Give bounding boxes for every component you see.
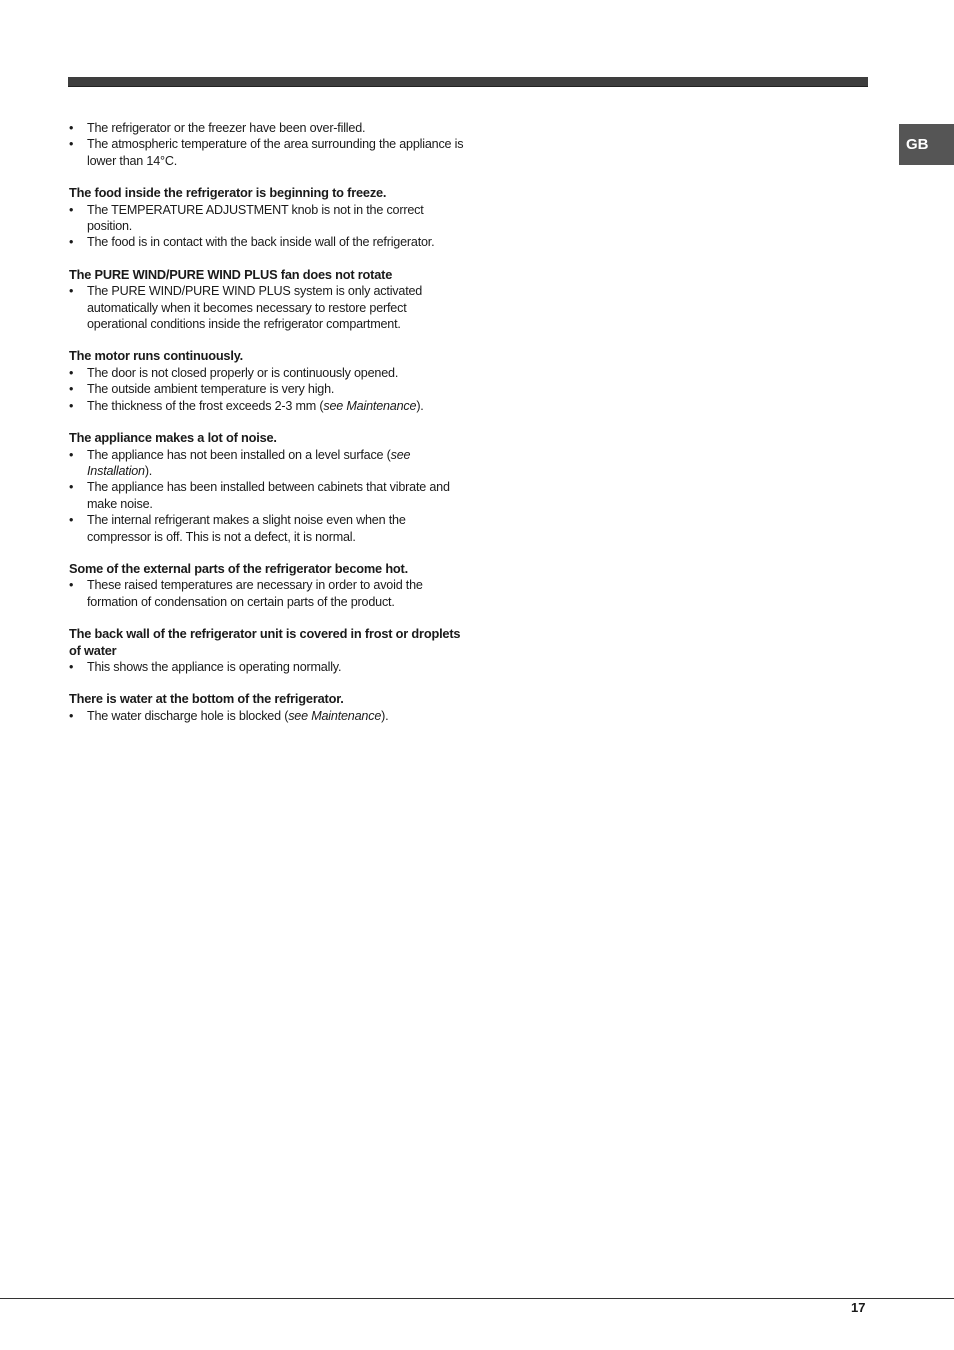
footer-rule	[0, 1298, 954, 1299]
section	[69, 626, 464, 675]
section-heading: The motor runs continuously.	[69, 348, 244, 364]
cross-reference: see Maintenance	[288, 708, 382, 723]
list-item	[69, 120, 464, 136]
section-heading: The food inside the refrigerator is beginning to freeze.	[69, 185, 387, 201]
item-text: The door is not closed properly or is continuously opened.	[87, 365, 399, 380]
section	[69, 430, 464, 545]
section-heading: The back wall of the refrigerator unit is covered in frost or droplets of water	[69, 626, 461, 658]
list-item	[69, 381, 464, 397]
section	[69, 267, 464, 333]
section-heading: The appliance makes a lot of noise.	[69, 430, 277, 446]
section	[69, 120, 464, 169]
section	[69, 348, 464, 414]
bullet-list	[69, 202, 464, 251]
bullet-list	[69, 708, 464, 724]
item-text: ).	[416, 398, 424, 413]
list-item	[69, 708, 464, 724]
list-item	[69, 512, 464, 545]
section	[69, 561, 464, 610]
item-text: ).	[144, 463, 153, 478]
page-number: 17	[851, 1300, 866, 1315]
list-item	[69, 659, 464, 675]
item-text: The internal refrigerant makes a slight noise even when the compressor is off. This is not a defect, it is normal.	[87, 513, 406, 544]
bullet-list	[69, 447, 464, 545]
item-text: The appliance has not been installed on a level surface (	[87, 447, 391, 462]
item-text: These raised temperatures are necessary in order to avoid the formation of condensation on certain parts of the product.	[87, 578, 423, 609]
section-heading: The PURE WIND/PURE WIND PLUS fan does not rotate	[69, 266, 393, 282]
language-tab: GB	[899, 124, 954, 165]
header-rule	[68, 77, 868, 87]
list-item	[69, 398, 464, 414]
section-heading: Some of the external parts of the refrigerator become hot.	[69, 560, 408, 576]
section-heading: There is water at the bottom of the refrigerator.	[69, 691, 344, 707]
bullet-list	[69, 577, 464, 610]
bullet-list	[69, 283, 464, 332]
troubleshooting-content	[69, 120, 464, 740]
item-text: This shows the appliance is operating normally.	[87, 659, 342, 674]
list-item	[69, 479, 464, 512]
item-text: The refrigerator or the freezer have been over-filled.	[87, 121, 366, 135]
item-text: The thickness of the frost exceeds 2-3 mm (	[87, 398, 324, 413]
item-text: The atmospheric temperature of the area surrounding the appliance is lower than 14°C.	[87, 137, 464, 168]
item-text: ).	[381, 708, 389, 723]
list-item	[69, 365, 464, 381]
item-text: The PURE WIND/PURE WIND PLUS system is only activated automatically when it becomes necessary to restore perfect operational conditions inside the refrigerator compartment.	[87, 284, 423, 332]
cross-reference: see Maintenance	[323, 398, 417, 413]
cross-reference: see Installation	[87, 447, 411, 478]
item-text: The appliance has been installed between cabinets that vibrate and make noise.	[87, 480, 450, 511]
bullet-list	[69, 120, 464, 169]
list-item	[69, 136, 464, 169]
item-text: The TEMPERATURE ADJUSTMENT knob is not in the correct position.	[87, 202, 424, 234]
bullet-list	[69, 365, 464, 414]
list-item	[69, 234, 464, 250]
section	[69, 691, 464, 724]
list-item	[69, 577, 464, 610]
bullet-list	[69, 659, 464, 675]
list-item	[69, 447, 464, 480]
item-text: The outside ambient temperature is very high.	[87, 382, 335, 397]
item-text: The food is in contact with the back inside wall of the refrigerator.	[87, 235, 435, 250]
item-text: The water discharge hole is blocked (	[87, 708, 289, 723]
section	[69, 185, 464, 251]
list-item	[69, 202, 464, 235]
list-item	[69, 283, 464, 332]
